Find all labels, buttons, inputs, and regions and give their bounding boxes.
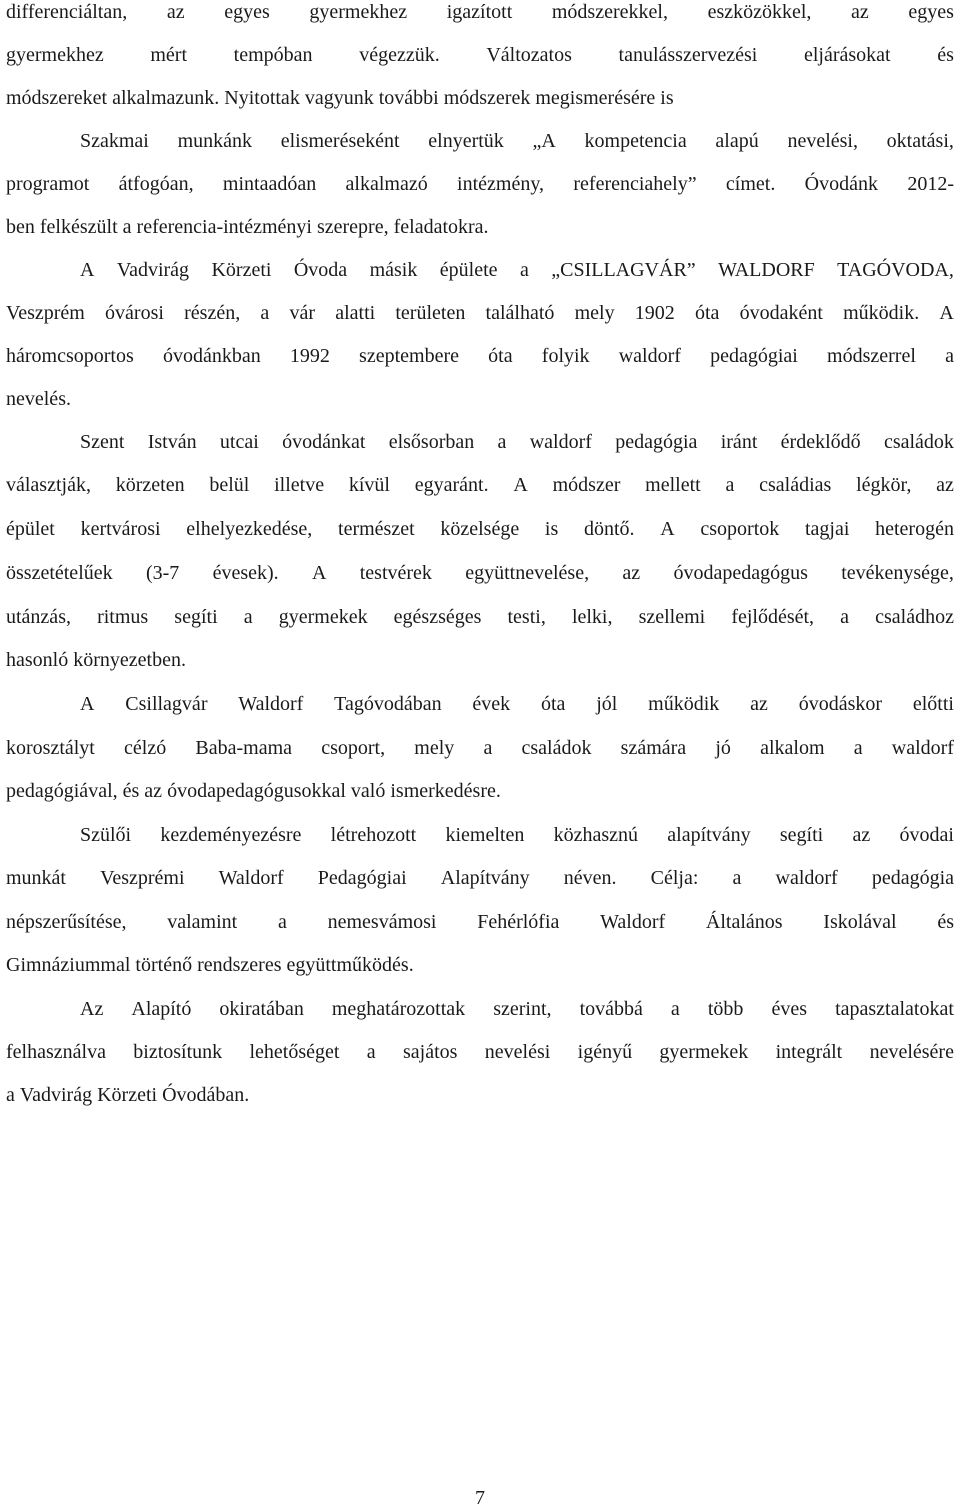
word: további [378, 87, 439, 109]
word: óvodaként [739, 302, 823, 324]
word: alapítvány [667, 824, 751, 846]
word: TAGÓVODA, [837, 259, 954, 281]
word: rendszeres [197, 954, 282, 976]
text-line [6, 734, 954, 777]
word: továbbá [579, 998, 643, 1020]
word: óvodapedagógus [673, 562, 808, 584]
word: tapasztalatokat [835, 998, 954, 1020]
word: összetételűek [6, 562, 113, 584]
word: okiratában [219, 998, 304, 1020]
word: alapú [715, 130, 759, 152]
word: tevékenysége, [841, 562, 954, 584]
word: Körzeti [211, 259, 272, 281]
word: a [243, 606, 253, 628]
word: lehetőséget [249, 1041, 340, 1063]
word: jó [715, 737, 731, 759]
word: szeptembere [359, 345, 459, 367]
word: mintaadóan [222, 173, 317, 195]
word: egyes [224, 1, 270, 23]
word: szellemi [638, 606, 706, 628]
word: óvodapedagógusokkal [167, 780, 346, 802]
word: óta [488, 345, 513, 367]
word: szerepre, [316, 216, 389, 238]
word: módszerek [443, 87, 531, 109]
word: iránt [720, 431, 758, 453]
word: Nyitottak [224, 87, 300, 109]
word: feladatokra. [393, 216, 489, 238]
word: heterogén [875, 518, 954, 540]
word: szerint, [493, 998, 552, 1020]
word: nemesvámosi [327, 911, 437, 933]
word: Óvoda [293, 259, 348, 281]
word: módszerekkel, [551, 1, 668, 23]
word: eljárásokat [803, 44, 891, 66]
word: eszközökkel, [707, 1, 812, 23]
word: intézmény, [457, 173, 545, 195]
word: korosztályt [6, 737, 95, 759]
word: az [851, 1, 869, 23]
word: referencia-intézményi [136, 216, 312, 238]
word: Alapítvány [440, 867, 530, 889]
word: választják, [6, 474, 91, 496]
word: a [840, 606, 850, 628]
word: 1902 [634, 302, 675, 324]
word: (3-7 [145, 562, 180, 584]
word: mellett [645, 474, 701, 496]
word: pedagógia [615, 431, 698, 453]
word: módszerrel [827, 345, 916, 367]
word: A [513, 474, 528, 496]
word: épülete [439, 259, 498, 281]
text-line [6, 777, 954, 820]
word: Szülői [80, 824, 132, 846]
word: is [544, 518, 559, 540]
word: természet [338, 518, 415, 540]
word: kezdeményezésre [160, 824, 302, 846]
word: kívül [348, 474, 390, 496]
word: 1992 [289, 345, 330, 367]
word: pedagógiával, [6, 780, 118, 802]
word: való [350, 780, 386, 802]
word: Gimnáziummal [6, 954, 131, 976]
word: található [485, 302, 555, 324]
word: területen [395, 302, 466, 324]
word: alkalom [760, 737, 825, 759]
text-line [6, 342, 954, 385]
word: Körzeti [97, 1084, 158, 1106]
word: együttműködés. [286, 954, 414, 976]
word: elnyertük [428, 130, 504, 152]
text-line [6, 995, 954, 1038]
word: alatti [335, 302, 376, 324]
word: éves [771, 998, 808, 1020]
word: biztosítunk [133, 1041, 223, 1063]
word: ismerkedésre. [390, 780, 501, 802]
word: közhasznú [553, 824, 639, 846]
word: az [936, 474, 954, 496]
word: segíti [779, 824, 824, 846]
word: átfogóan, [118, 173, 194, 195]
text-line [6, 1038, 954, 1081]
word: nevelésére [869, 1041, 954, 1063]
word: a [260, 302, 270, 324]
word: a [670, 998, 680, 1020]
word: számára [620, 737, 687, 759]
word: csoport, [321, 737, 386, 759]
word: segíti [174, 606, 218, 628]
word: ritmus [97, 606, 149, 628]
word: családhoz [875, 606, 954, 628]
word: hasonló [6, 649, 69, 671]
text-line [6, 864, 954, 907]
word: az [852, 824, 871, 846]
text-line [6, 515, 954, 558]
word: utánzás, [6, 606, 71, 628]
word: családias [759, 474, 832, 496]
word: A [80, 259, 95, 281]
word: együttnevelése, [465, 562, 590, 584]
word: a [853, 737, 863, 759]
word: ben [6, 216, 35, 238]
word: több [707, 998, 744, 1020]
word: Waldorf [218, 867, 284, 889]
word: gyermekek [659, 1041, 749, 1063]
word: pedagógia [871, 867, 954, 889]
word: valamint [167, 911, 238, 933]
word: tagjai [804, 518, 850, 540]
text-line [6, 603, 954, 646]
word: meghatározottak [331, 998, 466, 1020]
word: a [519, 259, 529, 281]
word: integrált [775, 1041, 843, 1063]
word: egyes [908, 1, 954, 23]
word: István [147, 431, 197, 453]
word: vár [289, 302, 316, 324]
word: évek [472, 693, 511, 715]
text-line [6, 1081, 954, 1124]
word: működik. [843, 302, 920, 324]
word: kiemelten [445, 824, 525, 846]
word: a [725, 474, 735, 496]
word: Változatos [486, 44, 572, 66]
text-line [6, 385, 954, 428]
word: környezetben. [73, 649, 186, 671]
word: mely [414, 737, 455, 759]
word: waldorf [775, 867, 838, 889]
word: megismerésére [535, 87, 656, 109]
word: Óvodában. [162, 1084, 250, 1106]
word: Veszprémi [100, 867, 185, 889]
text-line [6, 428, 954, 471]
word: Tagóvodában [334, 693, 442, 715]
word: Iskolával [823, 911, 897, 933]
word: módszer [552, 474, 621, 496]
text-line [6, 41, 954, 84]
word: előtti [912, 693, 954, 715]
word: referenciahely” [573, 173, 697, 195]
word: vagyunk [304, 87, 374, 109]
text-line [6, 299, 954, 342]
text-line [6, 471, 954, 514]
word: létrehozott [330, 824, 417, 846]
word: alkalmazó [345, 173, 428, 195]
word: jól [596, 693, 618, 715]
word: másik [369, 259, 418, 281]
word: Vadvirág [19, 1084, 93, 1106]
word: légkör, [856, 474, 912, 496]
word: waldorf [618, 345, 681, 367]
word: WALDORF [718, 259, 815, 281]
word: körzeten [115, 474, 185, 496]
word: évesek). [212, 562, 279, 584]
word: elsősorban [388, 431, 475, 453]
word: programot [6, 173, 90, 195]
word: népszerűsítése, [6, 911, 127, 933]
word: működik [648, 693, 720, 715]
word: waldorf [529, 431, 592, 453]
word: alkalmazunk. [112, 87, 220, 109]
word: fejlődését, [731, 606, 815, 628]
word: utcai [219, 431, 259, 453]
word: A [80, 693, 95, 715]
word: Alapító [131, 998, 192, 1020]
word: testi, [507, 606, 546, 628]
word: óta [540, 693, 566, 715]
word: lelki, [571, 606, 613, 628]
word: egyaránt. [414, 474, 489, 496]
word: óvodáskor [798, 693, 883, 715]
word: a [732, 867, 742, 889]
word: és [937, 44, 954, 66]
word: érdeklődő [780, 431, 861, 453]
word: és [122, 780, 140, 802]
word: Waldorf [600, 911, 666, 933]
word: a [483, 737, 493, 759]
word: tanulásszervezési [618, 44, 758, 66]
word: Vadvirág [116, 259, 190, 281]
word: differenciáltan, [6, 1, 128, 23]
word: egészséges [393, 606, 482, 628]
word: munkát [6, 867, 66, 889]
word: oktatási, [886, 130, 954, 152]
word: gyermekek [278, 606, 368, 628]
word: „A [532, 130, 556, 152]
word: pedagógiai [710, 345, 798, 367]
word: A [660, 518, 675, 540]
word: a [945, 345, 954, 367]
word: Szakmai [80, 130, 149, 152]
word: Baba-mama [195, 737, 293, 759]
word: gyermekhez [6, 44, 104, 66]
word: sajátos [403, 1041, 458, 1063]
word: Szent [80, 431, 125, 453]
word: mért [150, 44, 188, 66]
word: elismeréseként [280, 130, 400, 152]
text-line [6, 170, 954, 213]
word: Waldorf [238, 693, 304, 715]
word: belül [209, 474, 250, 496]
word: nevelési, [787, 130, 858, 152]
word: kompetencia [584, 130, 687, 152]
text-line [6, 559, 954, 602]
word: döntő. [583, 518, 635, 540]
word: az [622, 562, 641, 584]
text-line [6, 951, 954, 994]
word: címet. [725, 173, 776, 195]
word: testvérek [359, 562, 432, 584]
word: a [277, 911, 287, 933]
word: illetve [274, 474, 325, 496]
word: óta [694, 302, 720, 324]
word: A [939, 302, 954, 324]
word: a [366, 1041, 376, 1063]
word: óvodai [899, 824, 954, 846]
word: néven. [563, 867, 617, 889]
word: épület [6, 518, 55, 540]
word: folyik [541, 345, 590, 367]
text-line [6, 213, 954, 256]
word: felhasználva [6, 1041, 106, 1063]
text-line [6, 646, 954, 689]
word: munkánk [177, 130, 253, 152]
word: a [122, 216, 132, 238]
text-line [6, 908, 954, 951]
word: waldorf [891, 737, 954, 759]
word: A [311, 562, 327, 584]
word: óvárosi [105, 302, 164, 324]
word: részén, [184, 302, 241, 324]
word: óvodánkat [282, 431, 366, 453]
word: háromcsoportos [6, 345, 134, 367]
word: nevelés. [6, 388, 71, 410]
word: mely [574, 302, 615, 324]
word: a [497, 431, 507, 453]
word: igazított [446, 1, 513, 23]
word: Általános [705, 911, 783, 933]
word: kertvárosi [80, 518, 161, 540]
word: családok [521, 737, 592, 759]
word: az [166, 1, 185, 23]
word: családok [883, 431, 954, 453]
word: is [660, 87, 674, 109]
word: nevelési [484, 1041, 551, 1063]
word: Az [80, 998, 104, 1020]
text-line [6, 690, 954, 733]
word: végezzük. [359, 44, 440, 66]
word: célzó [124, 737, 167, 759]
text-line [6, 821, 954, 864]
text-line [6, 0, 954, 41]
word: Veszprém [6, 302, 85, 324]
word: módszereket [6, 87, 108, 109]
word: az [750, 693, 768, 715]
word: Csillagvár [125, 693, 208, 715]
word: az [144, 780, 163, 802]
word: közelsége [440, 518, 520, 540]
page-number: 7 [475, 1487, 485, 1509]
word: a [6, 1084, 15, 1106]
word: gyermekhez [309, 1, 408, 23]
word: Célja: [650, 867, 699, 889]
word: felkészült [39, 216, 118, 238]
word: elhelyezkedése, [186, 518, 313, 540]
word: csoportok [700, 518, 780, 540]
word: igényű [577, 1041, 633, 1063]
word: óvodánkban [162, 345, 261, 367]
word: „CSILLAGVÁR” [551, 259, 696, 281]
text-line [6, 256, 954, 299]
word: és [937, 911, 954, 933]
text-line [6, 84, 954, 127]
word: 2012- [907, 173, 954, 195]
word: Pedagógiai [317, 867, 407, 889]
word: tempóban [233, 44, 313, 66]
word: történő [135, 954, 193, 976]
word: Fehérlófia [477, 911, 560, 933]
word: Óvodánk [804, 173, 878, 195]
text-line [6, 127, 954, 170]
